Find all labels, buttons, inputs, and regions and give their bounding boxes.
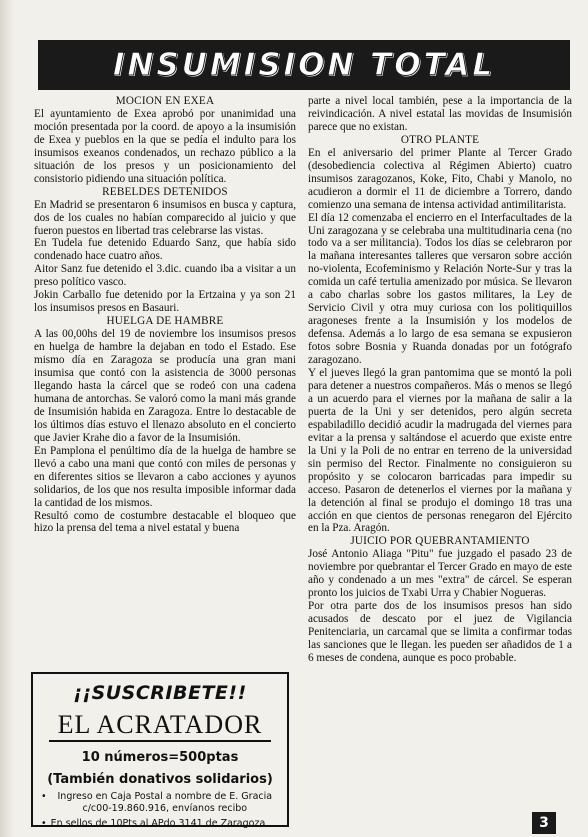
paragraph: El ayuntamiento de Exea aprobó por unanimidad una moción presentada por la coord. de apoyo a la insumisión de Exea y pueblos en la que se pedía el indulto para los insumisos exeanos condenados, un rechazo público a la situación de los presos y un posicionamiento del consistorio pidiendo una situación política. — [34, 107, 296, 185]
ad-publication-name: EL ACRATADOR — [57, 710, 263, 739]
ad-bullet-text: Ingreso en Caja Postal a nombre de E. Gracia c/c00-19.860.916, envíanos recibo — [57, 791, 273, 814]
paragraph: Y el jueves llegó la gran pantomima que se montó la poli para detener a nuestros compañeros. Más o menos se llegó a un acuerdo para el viernes por la mañana de salir a la puerta de la Uni y ser detenidos, pero algún secreta espabiladillo decidió acudir la madrugada del viernes para evitar a la prensa y saltándose el acuerdo que existe entre la Uni y la Poli de no entrar en terreno de la universidad sin permiso del Rector. Finalmente no consiguieron su propósito y se colocaron barricadas para impedir su acceso. Pasaron de detenerlos el viernes por la mañana y la detención al final se produjo el domingo 18 tras una acción en que cientos de personas renegaron del Ejército en la Pza. Aragón. — [308, 367, 572, 535]
paragraph: Resultó como de costumbre destacable el bloqueo que hizo la prensa del tema a nivel estatal y buena — [34, 509, 296, 535]
banner-title: INSUMISION TOTAL — [112, 47, 496, 83]
paragraph: A las 00,00hs del 19 de noviembre los insumisos presos en huelga de hambre la dejaban en todo el Estado. Ese mismo día en Zaragoza se producía una gran mani insumisa que contó con la asistencia de 3000 personas llegando hasta la cárcel que se rodeó con una cadena humana de antorchas. Se valoró como la mani más grande de Insumisión habida en Zaragoza. Entre lo destacable de los últimos días estuvo el llenazo absoluto en el concierto que Javier Krahe dio a favor de la Insumisión. — [34, 328, 296, 444]
page-number: 3 — [532, 812, 556, 834]
ad-bullet — [41, 818, 279, 830]
paragraph: En Madrid se presentaron 6 insumisos en busca y captura, dos de los cuales no habían comparecido al juicio y que fueron puestos en libertad tras celebrarse las vistas. — [34, 198, 296, 237]
paragraph: Aitor Sanz fue detenido el 3.dic. cuando iba a visitar a un preso político vasco. — [34, 263, 296, 289]
ad-donations: (También donativos solidarios) — [47, 772, 273, 787]
paragraph: En Pamplona el penúltimo día de la huelga de hambre se llevó a cabo una mani que contó con miles de personas y en diferentes sitios se llevaron a cabo acciones y ayunos solidarios, de los que nos resulta imposible informar dada la cantidad de los mismos. — [34, 444, 296, 509]
paragraph: En el aniversario del primer Plante al Tercer Grado (desobediencia colectiva al Régimen Abierto) cuatro insumisos zaragozanos, Koke, Fito, Chabi y Manolo, no acudieron a dormir el 11 de diciembre a Torrero, dando comienzo una semana de intensa actividad antimilitarista. — [308, 146, 572, 211]
paragraph: José Antonio Aliaga "Pitu" fue juzgado el pasado 23 de noviembre por quebrantar el Tercer Grado en mayo de este año y condenado a un mes "extra" de cárcel. Se esperan pronto los juicios de Txabi Urra y Chabier Nogueras. — [308, 548, 572, 600]
paragraph: Jokin Carballo fue detenido por la Ertzaina y ya son 21 los insumisos presos en Basauri. — [34, 289, 296, 315]
section-heading-mocion: MOCION EN EXEA — [115, 95, 215, 107]
bullet-icon: • — [41, 791, 47, 802]
left-column — [34, 95, 296, 535]
section-heading-rebeldes: REBELDES DETENIDOS — [102, 185, 228, 198]
paragraph: En Tudela fue detenido Eduardo Sanz, que había sido condenado hace cuatro años. — [34, 237, 296, 263]
bullet-icon: • — [41, 818, 47, 829]
page-edge — [0, 0, 14, 837]
ad-bullet — [41, 791, 279, 814]
section-heading-otro-plante: OTRO PLANTE — [400, 133, 480, 146]
ad-divider — [49, 740, 271, 742]
ad-bullet-text: En sellos de 10Pts al APdo 3141 de Zaragoza — [50, 818, 266, 829]
subscription-ad — [31, 672, 289, 827]
ad-price: 10 números=500ptas — [81, 750, 239, 765]
paragraph: El día 12 comenzaba el encierro en el Interfacultades de la Uni zaragozana y se celebraba una multitudinaria cena (no todo va a ser militancia). Todos los días se celebraron por la mañana interesantes talleres que versaron sobre acción no-violenta, Ecofeminismo y Relación Norte-Sur y tras la comida un café tertulia amenizado por música. Se llevaron a cabo charlas sobre los gastos militares, la Ley de Servicio Civil y otra muy curiosa con los politiquillos aragoneses frente a la Insumisión y los modelos de defensa. Además a lo largo de esa semana se expusieron fotos sobre Bosnia y Ruanda donadas por un fotógrafo zaragozano. — [308, 211, 572, 367]
ad-headline: ¡¡SUSCRIBETE!! — [73, 682, 247, 704]
banner — [38, 40, 570, 90]
right-column — [308, 95, 572, 665]
paragraph: Por otra parte dos de los insumisos presos han sido acusados de descato por el juez de Vigilancia Penitenciaria, un carcamal que se limita a confirmar todas las sanciones que le llegan. les pueden ser añadidos de 1 a 6 meses de condena, aunque es poco probable. — [308, 600, 572, 664]
paragraph: parte a nivel local también, pese a la importancia de la reivindicación. A nivel estatal las movidas de Insumisión parece que no existan. — [308, 95, 572, 133]
section-heading-juicio: JUICIO POR QUEBRANTAMIENTO — [350, 535, 530, 548]
section-heading-huelga: HUELGA DE HAMBRE — [106, 315, 224, 328]
